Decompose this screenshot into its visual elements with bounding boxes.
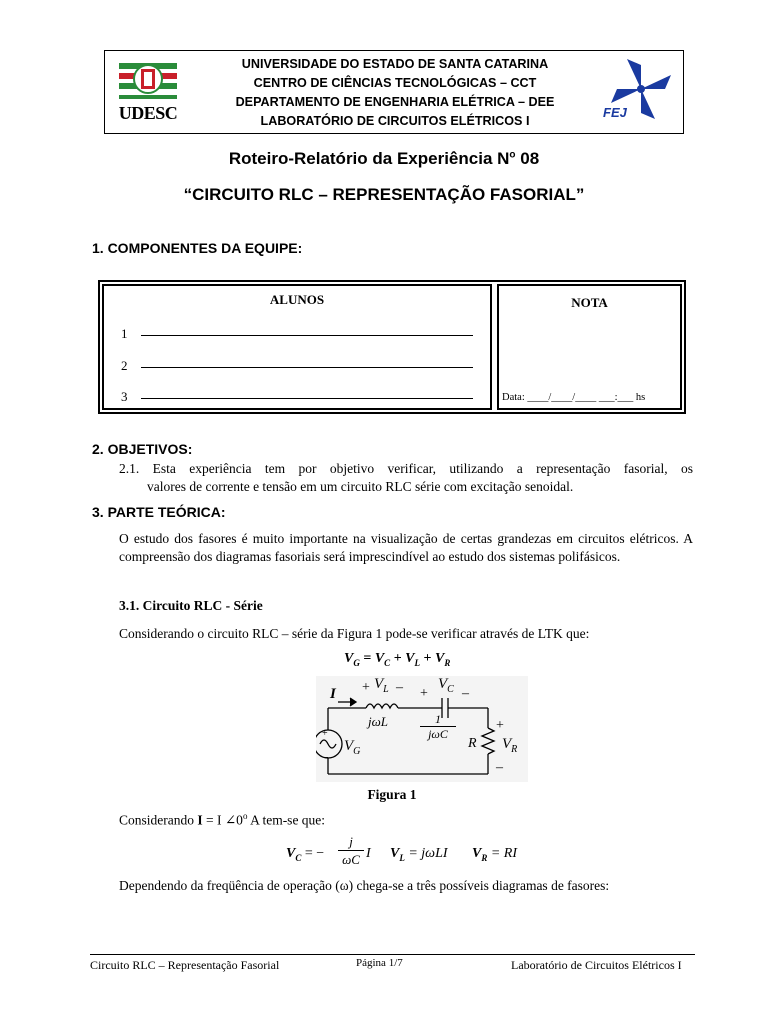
eq-vc: V — [374, 651, 385, 666]
eq-vg-sub: G — [353, 657, 360, 668]
current-label: I — [330, 686, 336, 702]
subsection-heading: 3.1. Circuito RLC - Série — [119, 598, 263, 613]
vl-formula — [390, 846, 448, 863]
student-name-field[interactable] — [141, 366, 473, 368]
vc-letter: V — [438, 676, 448, 692]
rlc-circuit-figure — [316, 676, 528, 782]
eq-equals: = — [359, 651, 375, 666]
header-line-laboratory: LABORATÓRIO DE CIRCUITOS ELÉTRICOS I — [260, 114, 530, 128]
title-number: 08 — [515, 149, 540, 168]
footer-rule — [90, 954, 695, 955]
vl-sub: L — [399, 852, 405, 863]
vr-sub: R — [511, 744, 518, 755]
student-row-2 — [121, 358, 473, 374]
header-line-department: DEPARTAMENTO DE ENGENHARIA ELÉTRICA – DEE — [235, 95, 555, 109]
objective-text-line1: Esta experiência tem por objetivo verificar, utilizando a representação fasorial, os — [152, 461, 693, 476]
student-number: 1 — [121, 326, 128, 341]
vc-sub: C — [447, 684, 454, 695]
title-sup: o — [509, 149, 516, 161]
vl-sub: L — [383, 684, 389, 695]
udesc-logo-text: UDESC — [118, 103, 178, 123]
considering-suffix: A tem-se que: — [247, 812, 326, 828]
footer-left: Circuito RLC – Representação Fasorial — [90, 958, 280, 972]
nota-header: NOTA — [571, 295, 608, 310]
student-number: 3 — [121, 389, 128, 404]
eq-vc-sub: C — [384, 657, 391, 668]
eq-plus: + — [420, 651, 435, 666]
vl-letter: V — [390, 846, 400, 861]
source-plus: + — [322, 728, 328, 739]
considering-degree: o — [242, 811, 248, 821]
considering-phasor: = I ∠0 — [202, 812, 243, 828]
vl-plus: + — [362, 680, 370, 695]
vl-letter: V — [374, 676, 384, 692]
alunos-cell — [102, 284, 492, 410]
vr-plus: + — [496, 718, 504, 733]
eq-vl: V — [405, 651, 415, 666]
header-line-center: CENTRO DE CIÊNCIAS TECNOLÓGICAS – CCT — [253, 76, 537, 90]
considering-current: I — [197, 812, 203, 828]
header-line-university: UNIVERSIDADE DO ESTADO DE SANTA CATARINA — [241, 57, 549, 71]
closing-sentence: Dependendo da freqüência de operação (ω) chega-se a três possíveis diagramas de fasores: — [119, 878, 610, 893]
ltk-intro: Considerando o circuito RLC – série da Figura 1 pode-se verificar através de LTK que: — [119, 626, 590, 641]
objective-number: 2.1. — [119, 461, 140, 476]
student-number: 2 — [121, 358, 128, 373]
vl-label — [374, 676, 389, 695]
capacitor-impedance — [420, 712, 456, 741]
eq-vl-sub: L — [414, 657, 421, 668]
vr-letter: V — [472, 846, 482, 861]
eq-plus: + — [390, 651, 406, 666]
vl-rhs: = jωLI — [404, 846, 448, 861]
vc-label — [438, 676, 454, 695]
vr-rhs: = RI — [487, 846, 518, 861]
theory-paragraph: O estudo dos fasores é muito importante na visualização de certas grandezas em circuitos elétricos. A compreensão dos diagramas fasoriais será imprescindível ao estudo dos sistemas polifásicos. — [119, 531, 693, 564]
student-row-1 — [121, 326, 473, 342]
vr-formula — [472, 846, 517, 863]
footer-right: Laboratório de Circuitos Elétricos I — [511, 958, 682, 972]
eq-vr-sub: R — [444, 657, 451, 668]
objective-text-line2: valores de corrente e tensão em um circuito RLC série com excitação senoidal. — [147, 479, 574, 494]
vc-minus: – — [462, 686, 469, 701]
footer-page-number: Página 1/7 — [356, 957, 403, 969]
section2-heading: 2. OBJETIVOS: — [92, 441, 193, 457]
udesc-logo — [117, 57, 179, 129]
section3-heading: 3. PARTE TEÓRICA: — [92, 504, 226, 520]
page-title — [0, 149, 768, 169]
vl-minus: – — [396, 680, 403, 695]
alunos-header: ALUNOS — [269, 292, 325, 307]
vr-letter: V — [502, 736, 512, 752]
vr-label — [502, 736, 517, 755]
vg-sub: G — [353, 746, 361, 757]
vc-formula-lhs — [286, 846, 324, 863]
vc-numerator: j — [338, 834, 364, 851]
vg-letter: V — [344, 738, 354, 754]
fej-logo-text: FEJ — [603, 105, 627, 120]
vc-denominator: ωC — [342, 852, 360, 867]
section1-heading: 1. COMPONENTES DA EQUIPE: — [92, 240, 303, 256]
title-main: Roteiro-Relatório da Experiência N — [228, 149, 510, 168]
fej-logo — [601, 55, 673, 127]
considering-prefix: Considerando — [119, 812, 198, 828]
page-subtitle: “CIRCUITO RLC – REPRESENTAÇÃO FASORIAL” — [183, 185, 585, 204]
student-name-field[interactable] — [141, 334, 473, 336]
eq-vr: V — [435, 651, 445, 666]
vr-minus: – — [496, 760, 503, 775]
vg-label — [344, 738, 360, 757]
vc-plus: + — [420, 686, 428, 701]
objective-item — [119, 460, 693, 496]
vc-current: I — [366, 846, 371, 861]
source-minus: – — [323, 752, 328, 763]
vr-sub: R — [481, 852, 488, 863]
header-box — [104, 50, 684, 134]
inductor-impedance: jωL — [368, 714, 389, 729]
cap-denominator: jωC — [428, 727, 448, 741]
date-field[interactable]: Data: ____/____/____ ___:___ hs — [502, 392, 646, 403]
header-institution-text — [225, 55, 565, 131]
cap-numerator: 1 — [420, 712, 456, 727]
nota-cell — [497, 284, 682, 410]
eq-vg: V — [344, 651, 354, 666]
considering-line — [119, 811, 325, 829]
team-table — [98, 280, 686, 414]
figure-caption: Figura 1 — [367, 787, 417, 802]
student-row-3 — [121, 389, 473, 405]
student-name-field[interactable] — [141, 397, 473, 399]
vc-fraction — [338, 834, 364, 869]
vc-sub: C — [295, 852, 302, 863]
kvl-equation — [344, 651, 450, 668]
vc-equals: = − — [301, 846, 325, 861]
vc-letter: V — [286, 846, 296, 861]
resistor-label: R — [468, 736, 477, 751]
